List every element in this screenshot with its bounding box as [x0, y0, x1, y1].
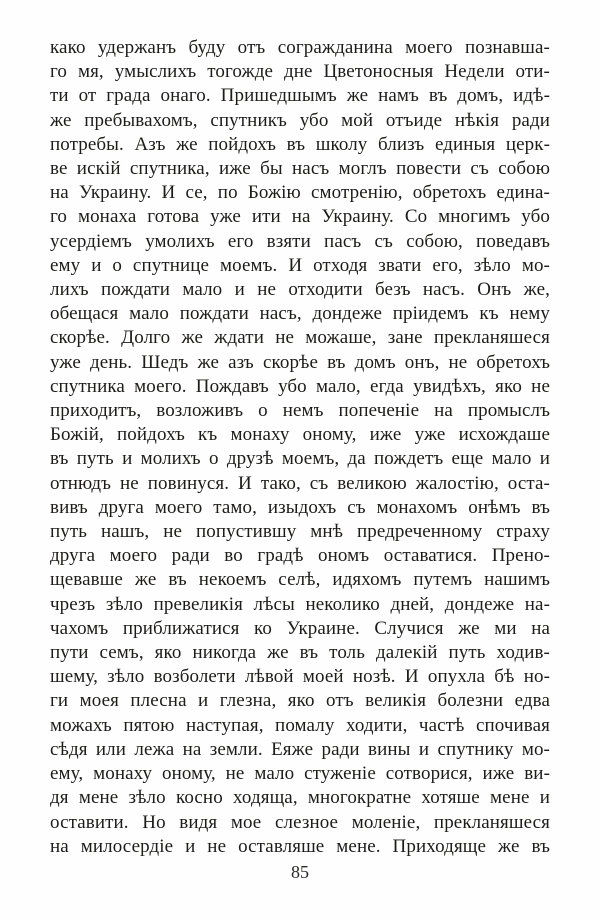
text-line: щевавше же въ некоемъ селѣ, идяхомъ путемъ нашимъ: [50, 569, 550, 591]
text-line: пути семъ, яко никогда же въ толь далекій путь ходив-: [50, 642, 550, 664]
text-line: го монаха готова уже ити на Украину. Со многимъ убо: [50, 206, 550, 228]
text-line: уже день. Шедъ же азъ скорѣе въ домъ онъ, не обретохъ: [50, 351, 550, 373]
text-line: ве искій спутника, иже бы насъ моглъ повести съ собою: [50, 158, 550, 180]
text-line: како удержанъ буду отъ согражданина моего познавша-: [50, 37, 550, 58]
text-line: на Украину. И се, по Божію смотренію, обретохъ едина-: [50, 182, 550, 204]
text-line: на милосердіе и не оставляше мене. Приходяще же въ: [50, 835, 550, 857]
text-line: въ путь и молихъ о друзѣ моемъ, да пождетъ еще мало и: [50, 448, 550, 470]
text-line: вивъ друга моего тамо, изыдохъ съ монахомъ онѣмъ въ: [50, 496, 550, 518]
text-line: чахомъ приближатися ко Украине. Случися же ми на: [50, 617, 550, 639]
text-line: спутника моего. Пождавъ убо мало, егда увидѣхъ, яко не: [50, 375, 550, 397]
text-line: оставити. Но видя мое слезное моленіе, прекланяшеся: [50, 811, 550, 833]
text-line: чрезъ зѣло превеликія лѣсы неколико дней, дондеже на-: [50, 593, 550, 615]
text-line: дя мене зѣло косно ходяща, многократне хотяше мене и: [50, 787, 550, 809]
text-line: обещася мало пождати насъ, дондеже пріидемъ къ нему: [50, 303, 550, 325]
page-number: 85: [291, 862, 309, 882]
text-line: скорѣе. Долго же ждати не можаше, зане прекланяшеся: [50, 327, 550, 349]
text-line: ти от града онаго. Пришедшымъ же намъ въ домъ, идѣ-: [50, 85, 550, 107]
text-line: го мя, умыслихъ тогожде дне Цветоносныя Недели оти-: [50, 61, 550, 83]
text-line: можахъ пятою наступая, помалу ходити, частѣ спочивая: [50, 714, 550, 736]
text-line: друга моего ради во градѣ ономъ оставатися. Прено-: [50, 545, 550, 567]
text-line: шему, зѣло возболети лѣвой моей нозѣ. И опухла бѣ но-: [50, 666, 550, 688]
text-line: отнюдъ не повинуся. И тако, съ великою жалостію, оста-: [50, 472, 550, 494]
text-block: [50, 36, 550, 859]
text-line: ги моея плесна и глезна, яко отъ великія болезни едва: [50, 690, 550, 712]
text-line: сѣдя или лежа на земли. Еяже ради вины и спутнику мо-: [50, 738, 550, 760]
text-line: ему, монаху оному, не мало стуженіе сотворися, иже ви-: [50, 763, 550, 785]
text-line: приходитъ, возложивъ о немъ попеченіе на промыслъ: [50, 400, 550, 422]
text-line: путь нашъ, не попустившу мнѣ предреченному страху: [50, 521, 550, 543]
text-line: ему и о спутнице моемъ. И отходя звати его, зѣло мо-: [50, 254, 550, 276]
text-line: потребы. Азъ же пойдохъ въ школу близъ единыя церк-: [50, 133, 550, 155]
text-line: же пребывахомъ, спутникъ убо мой отъиде нѣкія ради: [50, 109, 550, 131]
text-line: усердіемъ умолихъ его взяти пасъ съ собою, поведавъ: [50, 230, 550, 252]
text-line: Божій, пойдохъ къ монаху оному, иже уже исхождаше: [50, 424, 550, 446]
text-line: лихъ пождати мало и не отходити безъ насъ. Онъ же,: [50, 279, 550, 301]
